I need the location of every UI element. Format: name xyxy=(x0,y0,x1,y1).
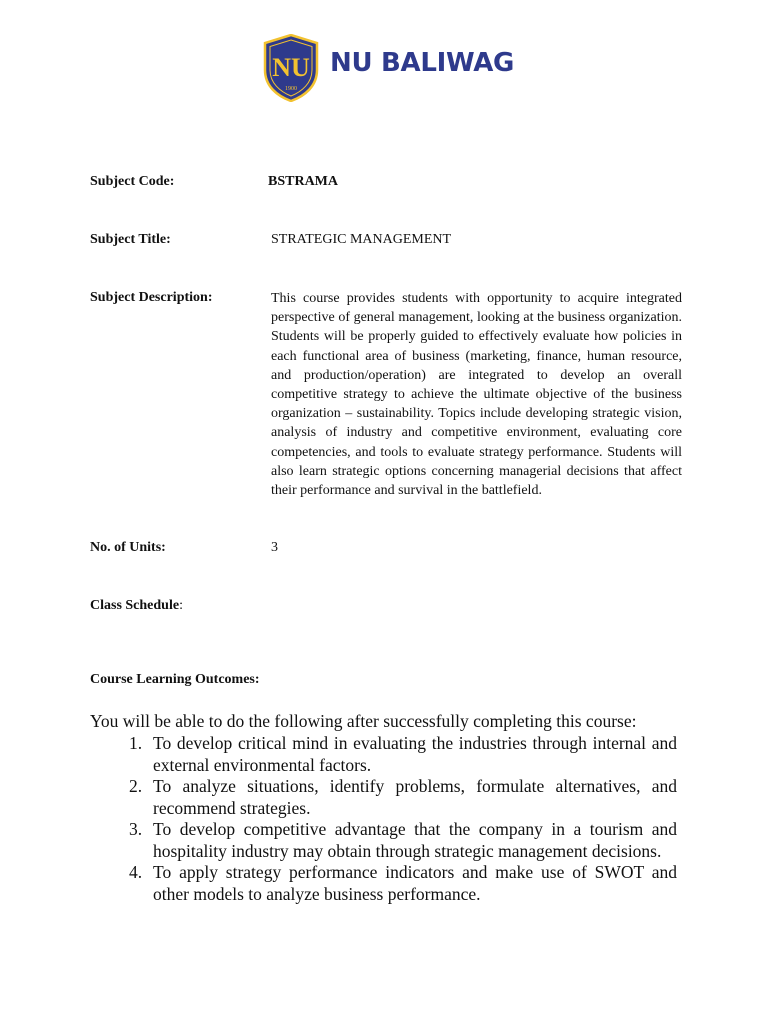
outcome-text: To analyze situations, identify problems, formulate alternatives, and recommend strategies. xyxy=(153,776,677,818)
outcome-number: 2. xyxy=(129,776,143,796)
outcome-item xyxy=(129,776,677,819)
header-logo xyxy=(262,34,514,104)
outcomes-intro: You will be able to do the following after successfully completing this course: xyxy=(90,711,637,731)
crest-letters: NU xyxy=(272,53,310,82)
subject-code-label: Subject Code: xyxy=(90,174,175,189)
university-crest-icon xyxy=(262,34,320,102)
outcome-text: To develop critical mind in evaluating the industries through internal and external environmental factors. xyxy=(153,733,677,775)
outcome-item xyxy=(129,862,677,905)
outcome-number: 1. xyxy=(129,733,143,753)
outcome-number: 3. xyxy=(129,819,143,839)
subject-code-value: BSTRAMA xyxy=(268,174,339,189)
outcome-item xyxy=(129,819,677,862)
outcome-text: To apply strategy performance indicators and make use of SWOT and other models to analyze business performance. xyxy=(153,862,677,904)
outcome-text: To develop competitive advantage that the company in a tourism and hospitality industry may obtain through strategic management decisions. xyxy=(153,819,677,861)
outcome-item xyxy=(129,733,677,776)
units-value: 3 xyxy=(271,540,278,555)
class-schedule-colon: : xyxy=(179,598,183,613)
units-label: No. of Units: xyxy=(90,540,166,555)
outcome-number: 4. xyxy=(129,862,143,882)
brand-name: NU BALIWAG xyxy=(330,48,515,78)
class-schedule-label xyxy=(90,598,183,614)
subject-title-value: STRATEGIC MANAGEMENT xyxy=(271,232,452,247)
outcomes-heading: Course Learning Outcomes: xyxy=(90,672,260,687)
subject-title-label: Subject Title: xyxy=(90,232,171,247)
crest-year: 1900 xyxy=(285,86,297,92)
outcomes-list xyxy=(129,733,677,905)
subject-description-text: This course provides students with opportunity to acquire integrated perspective of general management, looking at the business organization. Students will be properly guided to effectively evaluate how policies in each functional area of business (marketing, finance, human resource, and production/operation) are integrated to develop an overall competitive strategy to achieve the ultimate objective of the business organization – sustainability. Topics include developing strategic vision, analysis of industry and competitive environment, evaluating core competencies, and tools to evaluate strategy performance. Students will also learn strategic options concerning managerial decisions that affect their performance and survival in the battlefield. xyxy=(271,291,682,499)
class-schedule-label-text: Class Schedule xyxy=(90,598,180,613)
subject-description-label: Subject Description: xyxy=(90,290,213,305)
